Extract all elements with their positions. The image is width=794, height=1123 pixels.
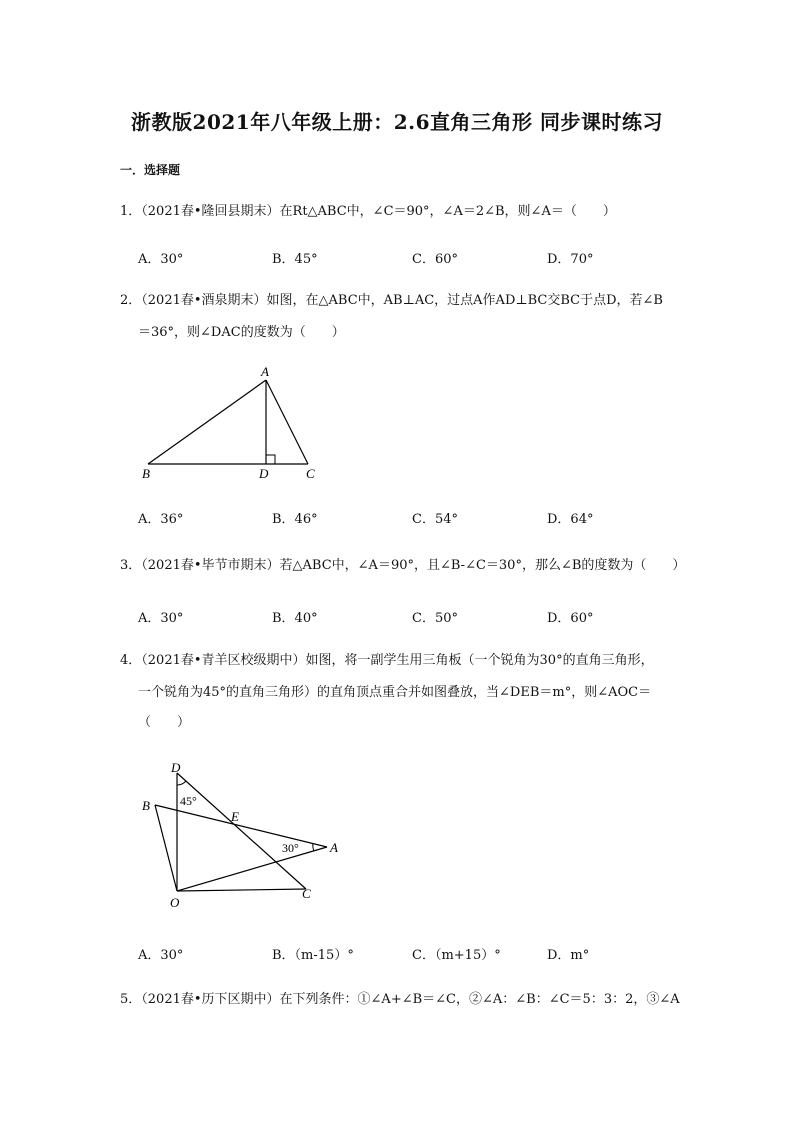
label-e: E [231, 809, 239, 824]
question-4-line3: （ ） [138, 715, 191, 730]
question-text-line1: （2021春•酒泉期末）如图，在△ABC中，AB⊥AC，过点A作AD⊥BC交BC于点D，若∠B [141, 293, 663, 308]
q3-option-d: D．60° [547, 611, 594, 626]
label-d: D [259, 466, 269, 481]
label-b: B [142, 798, 150, 813]
q1-option-a: A．30° [138, 252, 184, 267]
q2-option-d: D．64° [547, 512, 594, 527]
segment-ob [155, 805, 177, 891]
q4-option-d: D．m° [547, 948, 590, 963]
q2-option-c: C．54° [412, 512, 458, 527]
right-angle-mark [266, 455, 275, 464]
segment-ab [148, 380, 266, 464]
question-5 [120, 984, 680, 1016]
question-number: 4． [120, 653, 142, 668]
question-2 [120, 285, 663, 317]
angle-30-label: 30° [282, 841, 299, 855]
q1-option-c: C．60° [412, 252, 458, 267]
angle-45-label: 45° [180, 794, 197, 808]
question-4-line2: 一个锐角为45°的直角三角形）的直角顶点重合并如图叠放，当∠DEB＝m°，则∠AOC＝ [138, 685, 652, 700]
segment-ba [155, 805, 327, 847]
segment-oa [177, 847, 327, 891]
page-title: 浙教版2021年八年级上册：2.6直角三角形 同步课时练习 [131, 110, 663, 134]
question-4 [120, 645, 654, 677]
question-text-line1: （2021春•青羊区校级期中）如图，将一副学生用三角板（一个锐角为30°的直角三角形， [141, 653, 654, 668]
label-a: A [330, 840, 338, 855]
segment-oc [177, 889, 306, 891]
question-number: 1． [120, 204, 142, 219]
label-c: C [306, 466, 315, 481]
question-text: （2021春•隆回县期末）在Rt△ABC中，∠C＝90°，∠A＝2∠B，则∠A＝（ ） [141, 204, 616, 219]
triangle-figure-q4 [130, 755, 360, 915]
label-a: A [261, 364, 269, 379]
q1-option-d: D．70° [547, 252, 594, 267]
q3-option-b: B．40° [272, 611, 318, 626]
section-heading: 一．选择题 [120, 163, 181, 177]
label-d: D [171, 760, 181, 775]
q4-option-c: C．（m+15）° [412, 948, 501, 963]
q1-option-b: B．45° [272, 252, 318, 267]
question-2-line2: ＝36°，则∠DAC的度数为（ ） [138, 325, 345, 340]
question-text: （2021春•毕节市期末）若△ABC中，∠A＝90°，且∠B-∠C＝30°，那么∠B的度数为（ ） [141, 558, 686, 573]
q3-option-a: A．30° [138, 611, 184, 626]
question-3 [120, 550, 685, 582]
question-number: 5． [120, 992, 142, 1007]
question-1 [120, 196, 616, 228]
q2-option-b: B．46° [272, 512, 318, 527]
label-o: O [170, 895, 180, 910]
q2-option-a: A．36° [138, 512, 184, 527]
arc-45 [177, 781, 186, 785]
triangle-figure-q2 [130, 360, 330, 485]
label-b: B [142, 466, 150, 481]
label-c: C [302, 886, 311, 901]
question-number: 3． [120, 558, 142, 573]
question-number: 2． [120, 293, 142, 308]
q4-option-a: A．30° [138, 948, 184, 963]
q3-option-c: C．50° [412, 611, 458, 626]
question-text: （2021春•历下区期中）在下列条件：①∠A+∠B＝∠C，②∠A：∠B：∠C＝5：3：2，③∠A [141, 992, 680, 1007]
segment-ac [266, 380, 308, 464]
q4-option-b: B．（m-15）° [272, 948, 354, 963]
